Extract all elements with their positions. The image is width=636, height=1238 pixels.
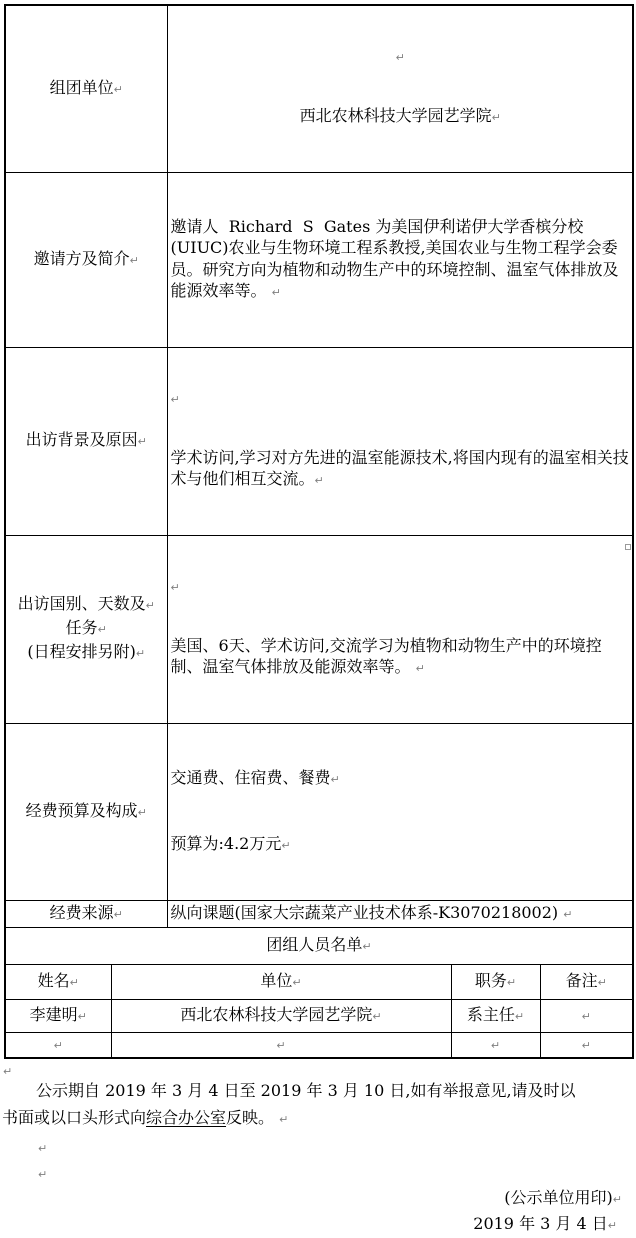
publicity-notice xyxy=(2,1077,634,1134)
roster-header-position xyxy=(451,964,540,999)
label-inviter-intro xyxy=(5,172,167,347)
paragraph-mark-icon xyxy=(582,1034,591,1053)
header-text: 职务 xyxy=(474,970,507,990)
inviter-intro-text xyxy=(171,216,631,304)
value-funding-source xyxy=(167,900,633,927)
table-end-handle xyxy=(625,544,631,550)
budget-line xyxy=(171,833,631,857)
paragraph-mark-icon xyxy=(136,642,145,661)
publicity-table xyxy=(4,4,634,1059)
date-text: 2019 年 3 月 4 日 xyxy=(473,1213,608,1233)
label-line xyxy=(8,641,165,665)
row-organizing-unit xyxy=(5,5,633,172)
member-name xyxy=(5,999,111,1032)
empty-cell xyxy=(5,1032,111,1058)
paragraph-mark-icon xyxy=(279,1108,288,1127)
paragraph-mark-icon xyxy=(130,249,139,268)
paragraph-mark-icon xyxy=(315,469,324,488)
seal-line xyxy=(2,1186,622,1212)
empty-paragraph xyxy=(2,1134,636,1160)
roster-title-text: 团组人员名单 xyxy=(266,934,363,954)
value-visit-background xyxy=(167,347,633,535)
label-text: 经费预算及构成 xyxy=(25,800,138,820)
label-budget xyxy=(5,723,167,900)
budget-line xyxy=(171,767,631,791)
label-funding-source xyxy=(5,900,167,927)
paragraph-mark-icon xyxy=(38,1163,47,1182)
paragraph-mark-icon xyxy=(54,1034,63,1053)
cell-text: 系主任 xyxy=(466,1004,515,1024)
value-text: 学术访问,学习对方先进的温室能源技术,将国内现有的温室相关技术与他们相互交流。 xyxy=(170,447,629,488)
value-text: 美国、6天、学术访问,交流学习为植物和动物生产中的环境控制、温室气体排放及能源效率等。 xyxy=(170,635,602,676)
cell-text: 李建明 xyxy=(29,1004,78,1024)
paragraph-mark-icon xyxy=(138,430,147,449)
row-inviter-intro xyxy=(5,172,633,347)
empty-paragraph xyxy=(171,49,631,62)
seal-text: (公示单位用印) xyxy=(504,1187,613,1207)
paragraph-mark-icon xyxy=(171,576,180,595)
value-inviter-intro xyxy=(167,172,633,347)
paragraph-mark-icon xyxy=(372,1005,381,1024)
value-organizing-unit xyxy=(167,5,633,172)
member-position xyxy=(451,999,540,1032)
paragraph-mark-icon xyxy=(272,281,281,300)
row-visit-background xyxy=(5,347,633,535)
paragraph-mark-icon xyxy=(146,594,155,613)
visit-background-text xyxy=(171,447,631,492)
paragraph-mark-icon xyxy=(491,1034,500,1053)
paragraph-mark-icon xyxy=(563,903,572,922)
value-text: 交通费、住宿费、餐费 xyxy=(170,767,331,787)
label-text: 组团单位 xyxy=(49,77,114,97)
empty-cell xyxy=(111,1032,451,1058)
roster-member-row xyxy=(5,999,633,1032)
empty-cell xyxy=(540,1032,633,1058)
paragraph-mark-icon xyxy=(331,768,340,787)
organizing-unit-text xyxy=(171,105,631,129)
empty-paragraph xyxy=(2,1062,636,1077)
label-visit-background xyxy=(5,347,167,535)
paragraph-mark-icon xyxy=(362,935,371,954)
paragraph-mark-icon xyxy=(492,106,501,125)
label-text: 任务 xyxy=(65,618,98,637)
paragraph-mark-icon xyxy=(582,1005,591,1024)
paragraph-mark-icon xyxy=(3,1060,12,1079)
paragraph-mark-icon xyxy=(78,1005,87,1024)
row-roster-title xyxy=(5,927,633,964)
empty-cell xyxy=(451,1032,540,1058)
paragraph-mark-icon xyxy=(281,834,290,853)
paragraph-mark-icon xyxy=(70,971,79,990)
paragraph-mark-icon xyxy=(608,1214,617,1233)
member-unit xyxy=(111,999,451,1032)
paragraph-mark-icon xyxy=(276,1034,285,1053)
label-text: 邀请方及简介 xyxy=(33,248,130,268)
paragraph-mark-icon xyxy=(613,1188,622,1207)
roster-header-name xyxy=(5,964,111,999)
value-text: 纵向课题(国家大宗蔬菜产业技术体系-K3070218002) xyxy=(170,902,564,922)
paragraph-mark-icon xyxy=(396,46,405,65)
roster-header-row xyxy=(5,964,633,999)
header-text: 单位 xyxy=(260,970,293,990)
value-country-days-tasks xyxy=(167,535,633,723)
country-days-tasks-text xyxy=(171,635,631,680)
row-country-days-tasks xyxy=(5,535,633,723)
label-line xyxy=(8,593,165,617)
paragraph-mark-icon xyxy=(507,971,516,990)
roster-empty-row xyxy=(5,1032,633,1058)
signature-block xyxy=(2,1186,636,1238)
paragraph-mark-icon xyxy=(114,903,123,922)
label-country-days-tasks xyxy=(5,535,167,723)
paragraph-mark-icon xyxy=(98,618,107,637)
paragraph-mark-icon xyxy=(598,971,607,990)
empty-paragraph xyxy=(171,391,631,404)
row-budget xyxy=(5,723,633,900)
notice-text: 公示期自 2019 年 3 月 4 日至 2019 年 3 月 10 日,如有举报意见,请及时以 xyxy=(36,1080,576,1100)
value-text: 西北农林科技大学园艺学院 xyxy=(299,106,492,125)
value-text: 预算为:4.2万元 xyxy=(170,834,282,853)
office-name-underlined: 综合办公室 xyxy=(146,1108,227,1127)
paragraph-mark-icon xyxy=(416,657,425,676)
label-text: (日程安排另附) xyxy=(27,642,136,661)
value-budget xyxy=(167,723,633,900)
notice-text: 反映。 xyxy=(226,1108,275,1127)
label-text: 出访背景及原因 xyxy=(25,430,138,449)
notice-text: 书面或以口头形式向 xyxy=(2,1108,147,1127)
roster-header-unit xyxy=(111,964,451,999)
label-text: 出访国别、天数及 xyxy=(17,594,146,613)
notice-line-2 xyxy=(2,1104,634,1134)
roster-header-note xyxy=(540,964,633,999)
label-organizing-unit xyxy=(5,5,167,172)
empty-paragraph xyxy=(171,579,631,592)
label-line xyxy=(8,617,165,641)
paragraph-mark-icon xyxy=(292,971,301,990)
row-funding-source xyxy=(5,900,633,927)
empty-paragraph xyxy=(2,1160,636,1186)
header-text: 姓名 xyxy=(37,970,70,990)
body-text-area xyxy=(0,1062,636,1238)
member-note xyxy=(540,999,633,1032)
date-line xyxy=(2,1212,622,1238)
cell-text: 西北农林科技大学园艺学院 xyxy=(180,1004,373,1024)
paragraph-mark-icon xyxy=(171,388,180,407)
paragraph-mark-icon xyxy=(114,78,123,97)
paragraph-mark-icon xyxy=(38,1137,47,1156)
paragraph-mark-icon xyxy=(515,1005,524,1024)
paragraph-mark-icon xyxy=(138,801,147,820)
roster-title xyxy=(5,927,633,964)
notice-line-1 xyxy=(2,1077,634,1105)
label-text: 经费来源 xyxy=(49,902,114,922)
value-text: 邀请人 Richard S Gates 为美国伊利诺伊大学香槟分校(UIUC)农业与生物环境工程系教授,美国农业与生物工程学会委员。研究方向为植物和动物生产中的环境控制、温室气体排放及能源效率等。 xyxy=(170,216,619,300)
header-text: 备注 xyxy=(565,970,598,990)
document-page xyxy=(0,4,636,1233)
